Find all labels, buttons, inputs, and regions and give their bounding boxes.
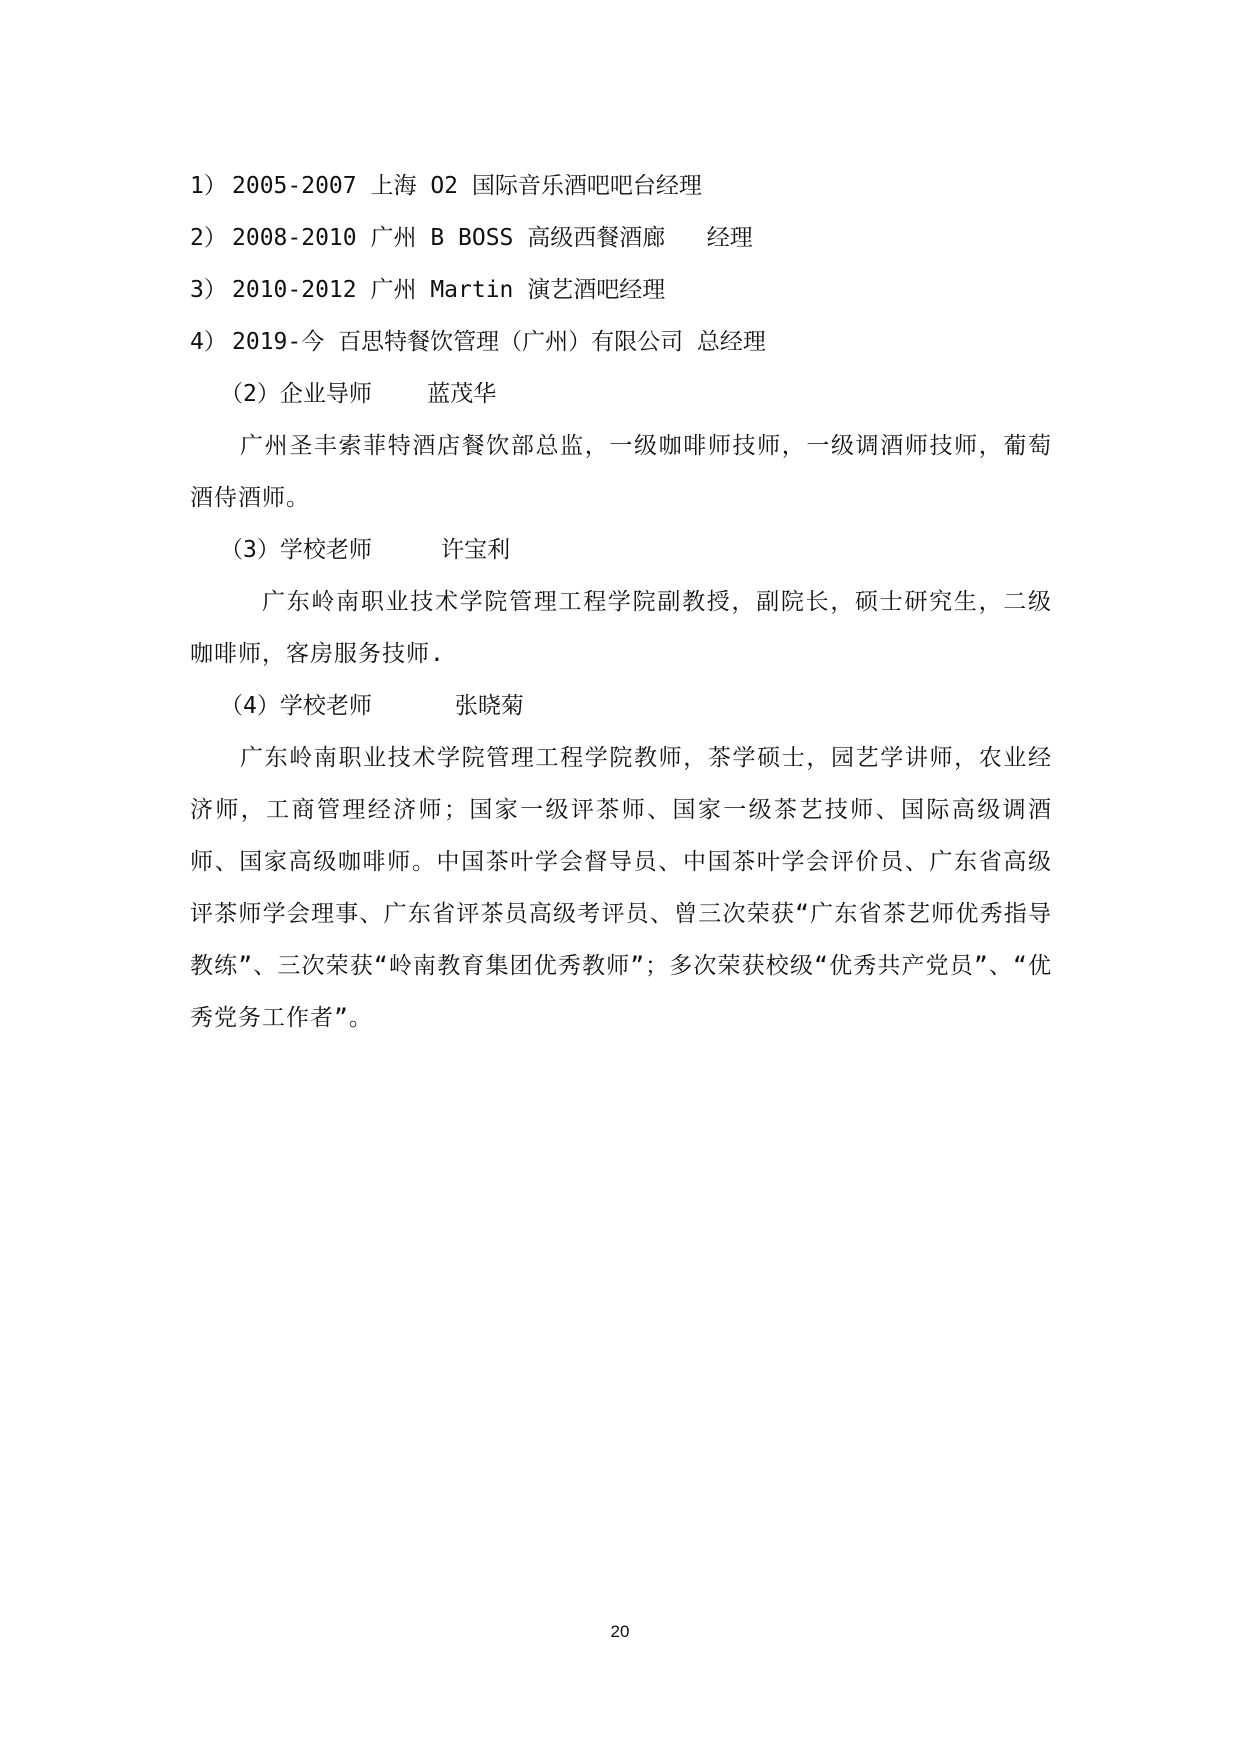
list-number: 4） <box>190 329 227 355</box>
mentor-heading-school-1: （3）学校老师 许宝利 <box>220 537 511 563</box>
list-text: 2019-今 百思特餐饮管理（广州）有限公司 总经理 <box>232 329 766 355</box>
list-item <box>190 316 1052 368</box>
list-item <box>190 212 1052 264</box>
list-text: 2010-2012 广州 Martin 演艺酒吧经理 <box>232 277 666 303</box>
list-item <box>190 264 1052 316</box>
list-item <box>190 160 1052 212</box>
mentor-heading-enterprise: （2）企业导师 蓝茂华 <box>220 381 497 407</box>
mentor-bio-school-1: 广东岭南职业技术学院管理工程学院副教授，副院长，硕士研究生，二级咖啡师，客房服务技师. <box>190 589 1052 667</box>
list-text: 2005-2007 上海 O2 国际音乐酒吧吧台经理 <box>232 173 702 199</box>
list-number: 2） <box>190 225 227 251</box>
mentor-bio-school-2: 广东岭南职业技术学院管理工程学院教师，茶学硕士，园艺学讲师，农业经济师，工商管理经济师；国家一级评茶师、国家一级茶艺技师、国际高级调酒师、国家高级咖啡师。中国茶叶学会督导员、中国茶叶学会评价员、广东省高级评茶师学会理事、广东省评茶员高级考评员、曾三次荣获“广东省茶艺师优秀指导教练”、三次荣获“岭南教育集团优秀教师”；多次荣获校级“优秀共产党员”、“优秀党务工作者”。 <box>190 745 1052 1031</box>
mentor-heading-school-2: （4）学校老师 张晓菊 <box>220 693 524 719</box>
page-content <box>190 160 1052 1044</box>
mentor-bio-enterprise: 广州圣丰索菲特酒店餐饮部总监，一级咖啡师技师，一级调酒师技师，葡萄酒侍酒师。 <box>190 433 1052 511</box>
list-number: 3） <box>190 277 227 303</box>
list-number: 1） <box>190 173 227 199</box>
list-text: 2008-2010 广州 B BOSS 高级西餐酒廊 经理 <box>232 225 753 251</box>
page-number: 20 <box>610 1622 630 1641</box>
